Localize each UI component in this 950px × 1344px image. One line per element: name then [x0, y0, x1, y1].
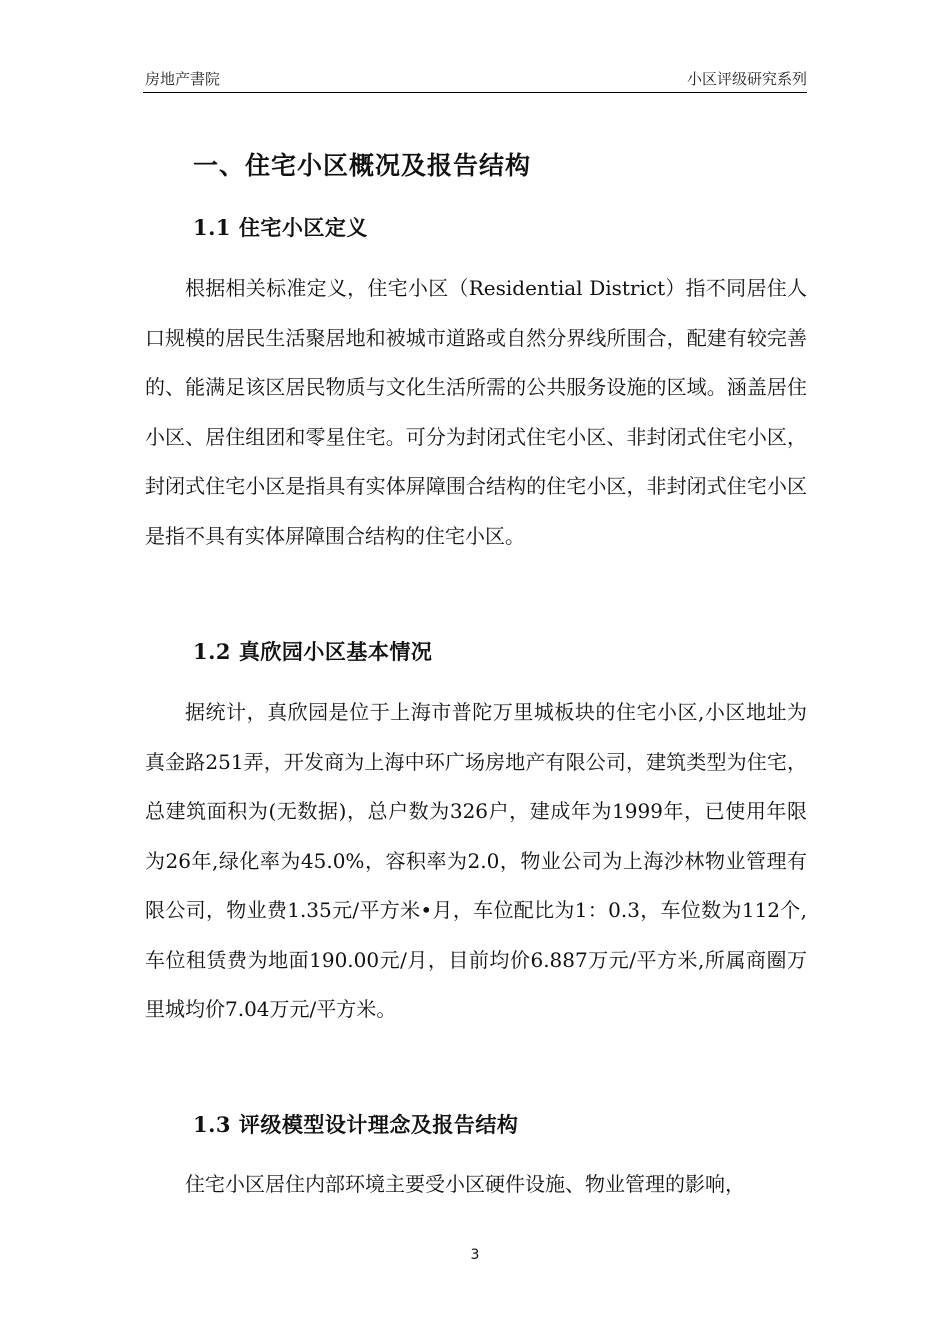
header-left-text: 房地产書院: [145, 70, 221, 88]
header-divider: [143, 92, 807, 93]
section-paragraph-1-3: 住宅小区居住内部环境主要受小区硬件设施、物业管理的影响，: [185, 1172, 745, 1196]
page-number: 3: [470, 1247, 480, 1263]
section-paragraph-1-2: 据统计，真欣园是位于上海市普陀万里城板块的住宅小区,小区地址为真金路251弄，开发商为上海中环广场房地产有限公司，建筑类型为住宅，总建筑面积为(无数据)，总户数为326户，建成年为1999年，已使用年限为26年,绿化率为45.0%，容积率为2.0，物业公司为上海沙林物业管理有限公司，物业费1.35元/平方米•月，车位配比为1：0.3，车位数为112个,车位租赁费为地面190.00元/月，目前均价6.887万元/平方米,所属商圈万里城均价7.04万元/平方米。: [145, 700, 807, 1021]
section-heading-1-1: 1.1 住宅小区定义: [193, 215, 368, 240]
section-paragraph-1-1: 根据相关标准定义，住宅小区（Residential District）指不同居住人口规模的居民生活聚居地和被城市道路或自然分界线所围合，配建有较完善的、能满足该区居民物质与文化生活所需的公共服务设施的区域。涵盖居住小区、居住组团和零星住宅。可分为封闭式住宅小区、非封闭式住宅小区，封闭式住宅小区是指具有实体屏障围合结构的住宅小区，非封闭式住宅小区是指不具有实体屏障围合结构的住宅小区。: [145, 276, 807, 548]
header-right-text: 小区评级研究系列: [686, 70, 807, 88]
section-heading-1-2: 1.2 真欣园小区基本情况: [193, 639, 433, 664]
section-heading-1-3: 1.3 评级模型设计理念及报告结构: [193, 1112, 519, 1137]
page-title: 一、住宅小区概况及报告结构: [193, 151, 532, 180]
